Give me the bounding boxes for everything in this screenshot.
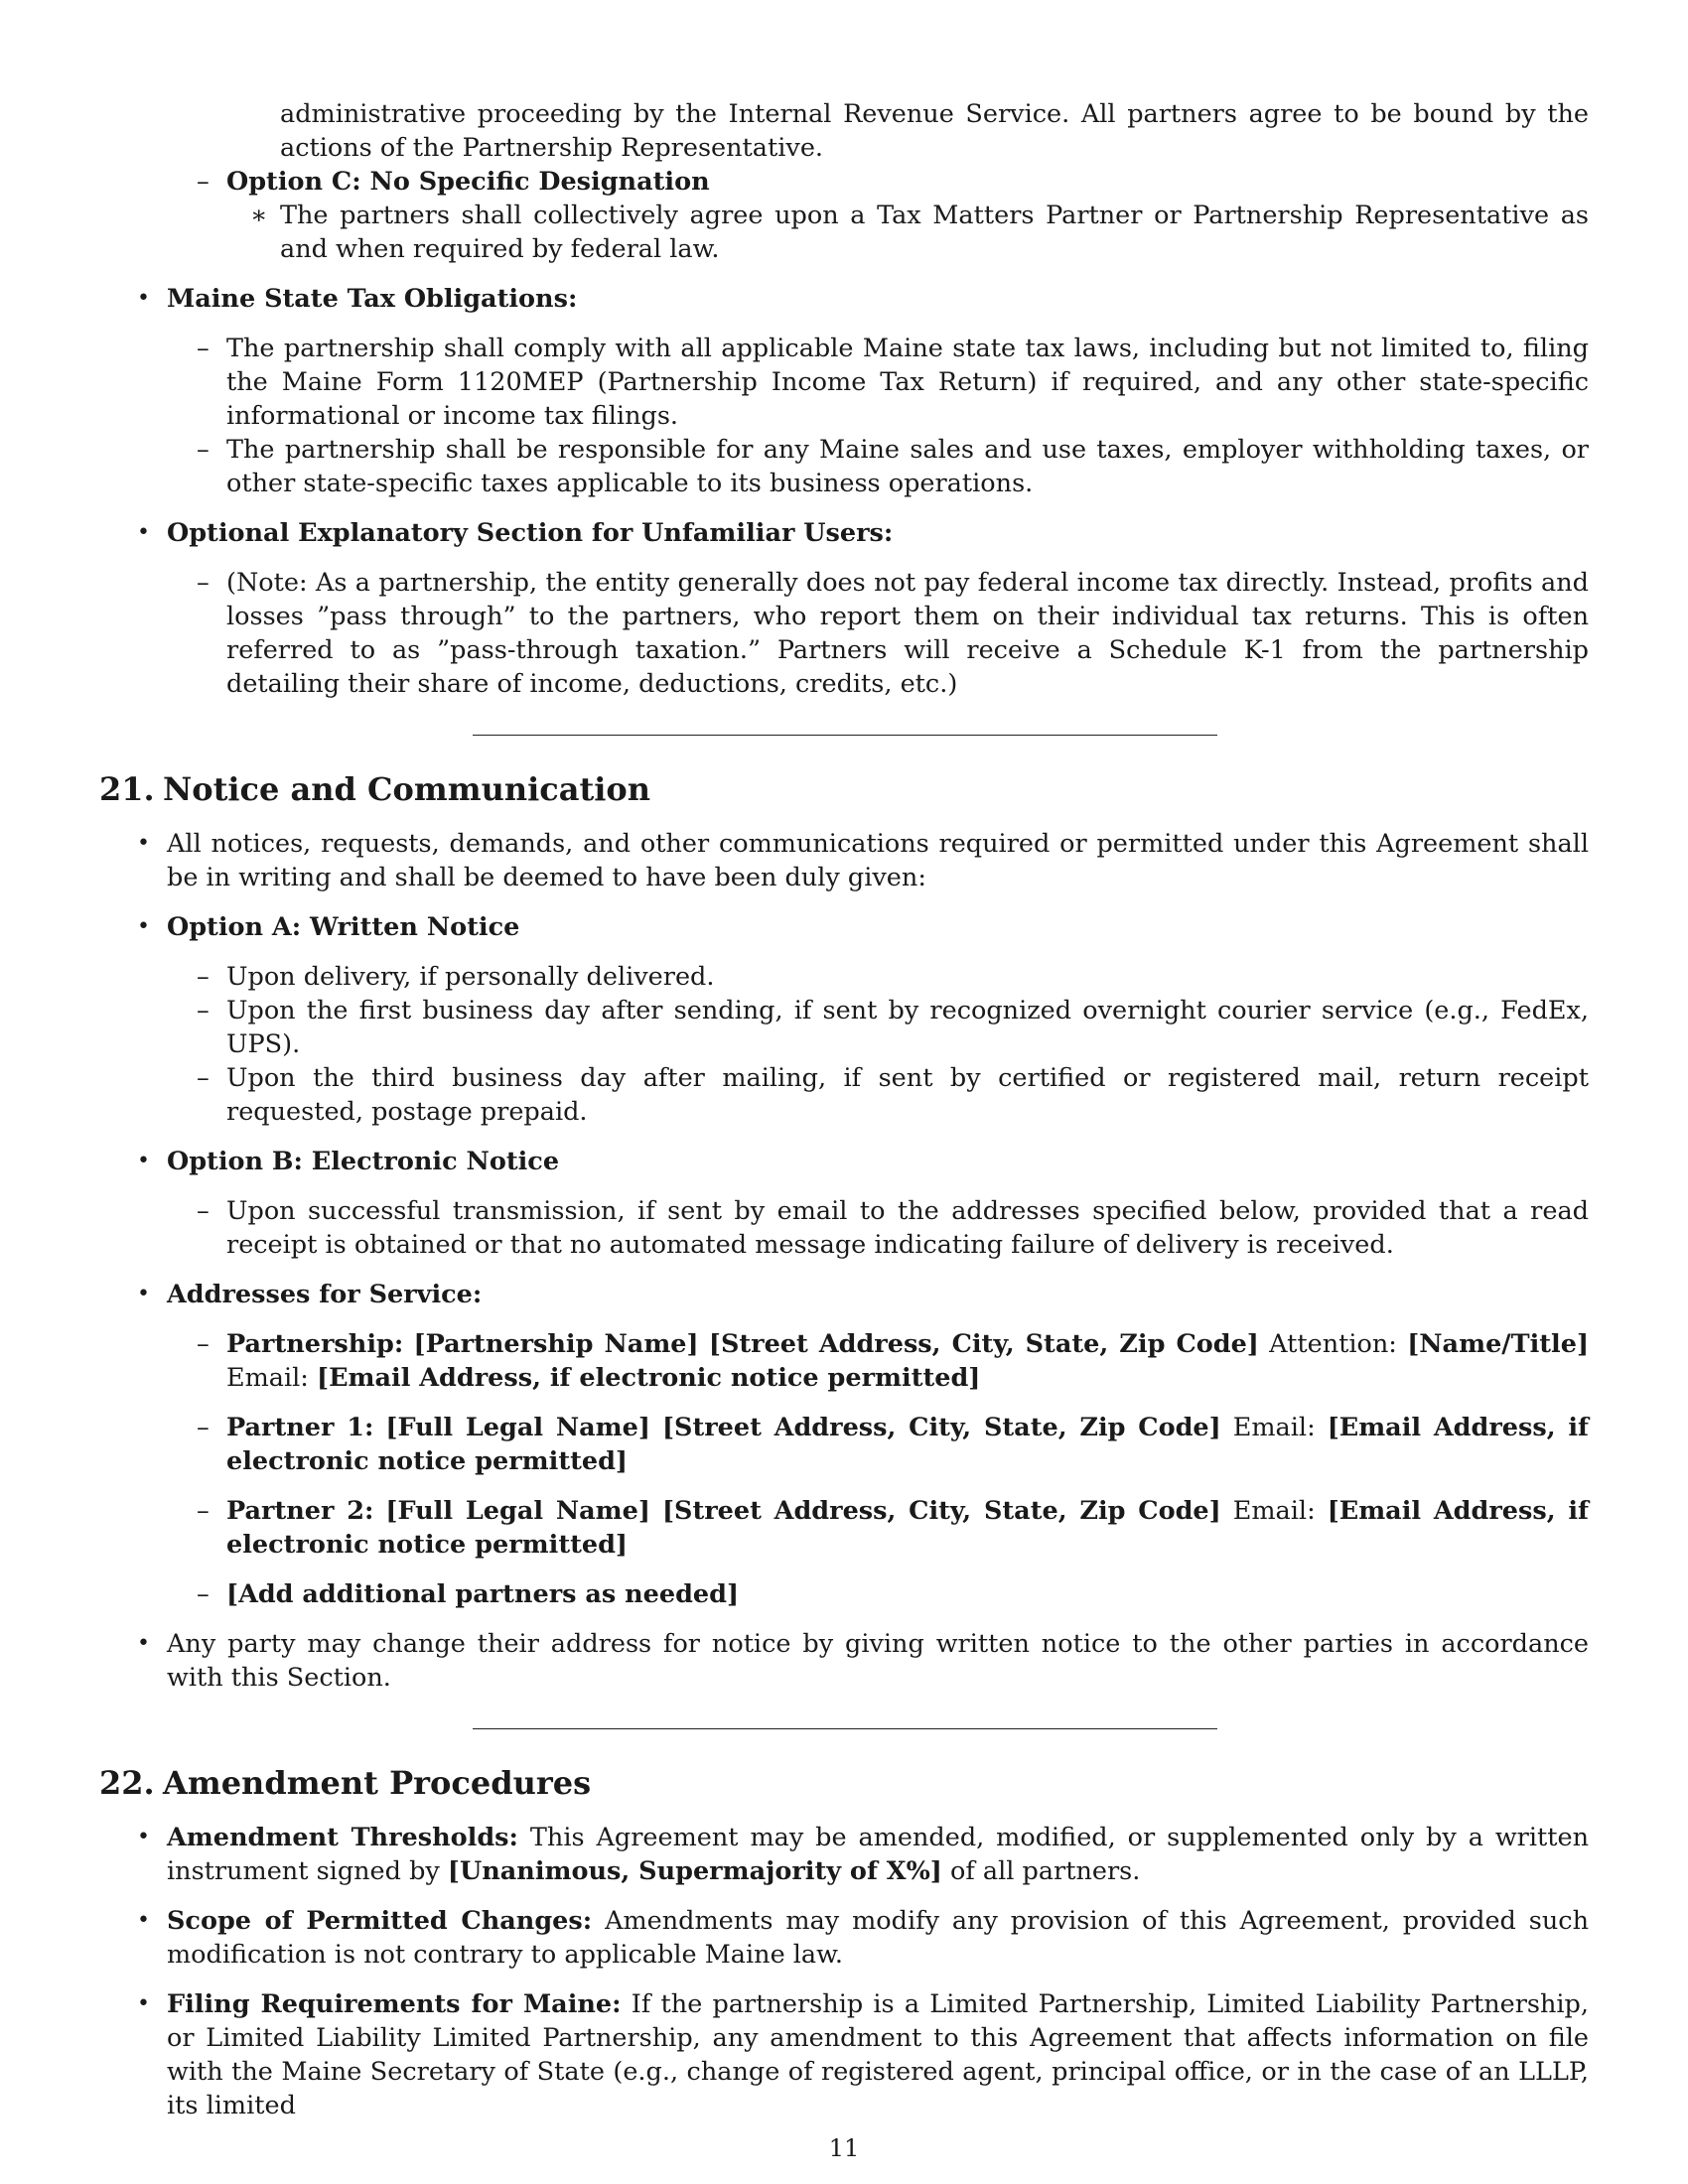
scope-of-changes: • Scope of Permitted Changes: Amendments may modify any provision of this Agreement, provided such modification is not contrary to applicable Maine law. [137,1906,1589,1970]
document-page [99,97,1589,2122]
bullet-marker: • [137,286,150,311]
change-address-text: • Any party may change their address for notice by giving written notice to the other parties in accordance with this Section. [137,1629,1589,1693]
asterisk-marker: ∗ [250,201,268,230]
dash-marker: – [197,167,210,197]
section-divider [473,735,1217,736]
section-divider [473,1728,1217,1729]
filing-requirements: • Filing Requirements for Maine: If the partnership is a Limited Partnership, Limited Liability Partnership, or Limited Liability Limited Partnership, any amendment to this Agreement that affects information on file with the Maine Secretary of State (e.g., change of registered agent, principal office, or in the case of an LLLP, its limited [137,1989,1589,2120]
section-21-title: 21. Notice and Communication [99,770,651,808]
maine-tax-heading: • Maine State Tax Obligations: [137,284,578,314]
add-partners-note: – [Add additional partners as needed] [197,1579,740,1609]
maine-tax-item: – The partnership shall be responsible for any Maine sales and use taxes, employer withholding taxes, or other state-specific taxes applicable to its business operations. [197,435,1589,498]
addresses-heading: • Addresses for Service: [137,1280,483,1309]
page-number: 11 [828,2134,860,2162]
amendment-thresholds: • Amendment Thresholds: This Agreement may be amended, modified, or supplemented only by a written instrument signed by [Unanimous, Supermajority of X%] of all partners. [137,1823,1590,1886]
option-a-item: – Upon delivery, if personally delivered. [197,962,715,992]
option-c-heading: – Option C: No Specific Designation [197,167,710,197]
section-22-title: 22. Amendment Procedures [99,1764,592,1802]
option-a-item: – Upon the third business day after mailing, if sent by certified or registered mail, return receipt requested, postage prepaid. [197,1063,1589,1127]
option-c-text: ∗ The partners shall collectively agree upon a Tax Matters Partner or Partnership Representative as and when required by federal law. [250,201,1589,264]
option-a-heading: • Option A: Written Notice [137,912,520,942]
option-b-text: – Upon successful transmission, if sent by email to the addresses specified below, provided that a read receipt is obtained or that no automated message indicating failure of delivery is received. [197,1196,1589,1260]
irs-continuation: administrative proceeding by the Internal Revenue Service. All partners agree to be bound by the actions of the Partnership Representative. [280,99,1589,163]
address-partner-1: – Partner 1: [Full Legal Name] [Street Address, City, State, Zip Code] Email: [Email Address, if electronic notice permitted] [197,1413,1590,1476]
optional-explanatory-heading: • Optional Explanatory Section for Unfamiliar Users: [137,518,894,548]
maine-tax-item: – The partnership shall comply with all applicable Maine state tax laws, including but not limited to, filing the Maine Form 1120MEP (Partnership Income Tax Return) if required, and any other state-specific informational or income tax filings. [197,334,1589,431]
optional-explanatory-note: – (Note: As a partnership, the entity generally does not pay federal income tax directly. Instead, profits and losses ”pass through” to the partners, who report them on their individual tax returns. This is often referred to as ”pass-through taxation.” Partners will receive a Schedule K-1 from the partnership detailing their share of income, deductions, credits, etc.) [197,568,1589,699]
address-partner-2: – Partner 2: [Full Legal Name] [Street Address, City, State, Zip Code] Email: [Email Address, if electronic notice permitted] [197,1496,1590,1560]
notice-intro: • All notices, requests, demands, and other communications required or permitted under this Agreement shall be in writing and shall be deemed to have been duly given: [137,829,1589,892]
address-partnership: – Partnership: [Partnership Name] [Street Address, City, State, Zip Code] Attention: [Name/Title] Email: [Email Address, if electronic notice permitted] [197,1329,1590,1393]
option-b-heading: • Option B: Electronic Notice [137,1147,560,1176]
option-a-item: – Upon the first business day after sending, if sent by recognized overnight courier service (e.g., FedEx, UPS). [197,996,1589,1059]
